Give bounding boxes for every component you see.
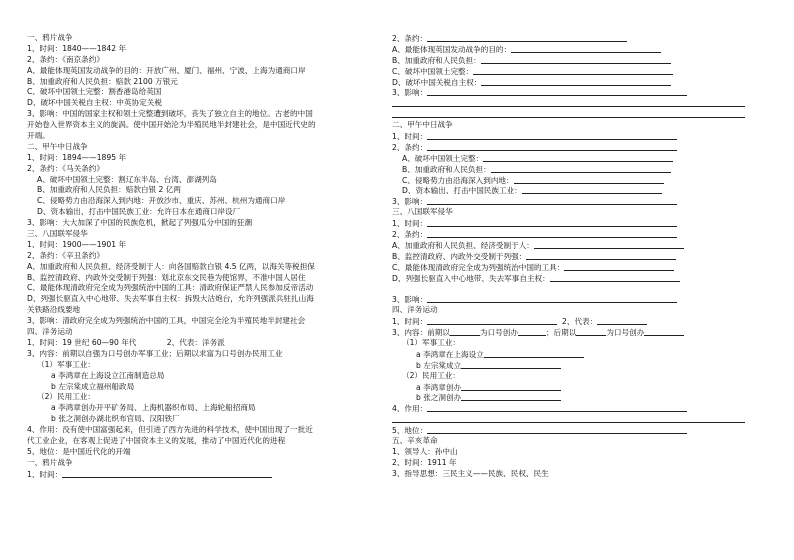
line-text: 1、时间： xyxy=(392,219,428,229)
section-heading xyxy=(392,120,745,131)
line-text: a 李鸿章在上海设立江南制造总局 xyxy=(51,370,165,380)
text-line xyxy=(392,44,745,55)
line-text: B、加重政府和人民负担： xyxy=(392,55,481,65)
line-text: B、加重政府和人民负担：赔款 2100 万银元 xyxy=(27,76,178,86)
answer-blank xyxy=(518,327,546,336)
line-text: 四、洋务运动 xyxy=(27,327,73,337)
line-text: 3、影响：大大加深了中国的民族危机，掀起了列强瓜分中国的狂潮 xyxy=(27,218,253,228)
line-text: A、最能体现英国发动战争的目的：开放广州、厦门、福州、宁波、上海为通商口岸 xyxy=(27,65,306,75)
text-line xyxy=(27,262,380,273)
line-text: A、加重政府和人民负担、经济受制于人：向各国赔款白银 4.5 亿两，以海关等税担保 xyxy=(27,261,315,271)
text-line xyxy=(27,55,380,66)
line-text: 1、领导人：孙中山 xyxy=(392,446,458,456)
section-heading xyxy=(27,142,380,153)
section-heading xyxy=(27,458,380,469)
text-line xyxy=(27,360,380,371)
answer-blank xyxy=(534,240,684,249)
answer-blank xyxy=(427,425,687,434)
line-text: C、破坏中国领土完整：割香港岛给英国 xyxy=(27,87,162,97)
line-text: 4、作用： xyxy=(392,404,428,414)
line-text: ；后期以 xyxy=(545,328,577,338)
text-line xyxy=(392,349,745,360)
line-text: D、破坏中国关税自主权： xyxy=(392,77,482,87)
line-text: 关铁路沿线要地 xyxy=(27,305,81,315)
line-text: A、破坏中国领土完整： xyxy=(402,153,484,163)
answer-blank xyxy=(473,66,673,75)
answer-blank xyxy=(62,469,272,478)
line-text: 3、影响：清政府完全成为列强统治中国的工具，中国完全沦为半殖民地半封建社会 xyxy=(27,316,306,326)
text-line xyxy=(27,316,380,327)
line-text: A、最能体现英国发动战争的目的： xyxy=(392,44,512,54)
line-text: 3、影响： xyxy=(392,88,428,98)
text-line xyxy=(27,196,380,207)
text-line xyxy=(27,98,380,109)
text-line xyxy=(27,469,380,480)
line-text: 2、代表： xyxy=(562,317,598,327)
line-text: 二、甲午中日战争 xyxy=(392,120,453,130)
answer-blank xyxy=(427,294,677,303)
answer-blank xyxy=(427,142,677,151)
text-line xyxy=(392,87,745,98)
answer-blank xyxy=(427,131,677,140)
text-line xyxy=(27,131,380,142)
line-text: 四、洋务运动 xyxy=(392,305,438,315)
line-text: 二、甲午中日战争 xyxy=(27,141,88,151)
section-heading xyxy=(392,207,745,218)
answer-blank xyxy=(644,327,684,336)
blank-rule xyxy=(392,98,745,107)
line-text: D、破坏中国关税自主权：中英协定关税 xyxy=(27,98,162,108)
text-line xyxy=(392,262,745,273)
answer-blank xyxy=(461,392,561,401)
line-text: 1、时间：19 世纪 60—90 年代 2、代表：洋务派 xyxy=(27,337,225,347)
text-line xyxy=(392,66,745,77)
answer-blank xyxy=(461,360,561,369)
text-line xyxy=(27,207,380,218)
line-text: 5、地位：是中国近代化的开端 xyxy=(27,446,131,456)
line-text: 为口号创办 xyxy=(606,328,645,338)
text-line xyxy=(392,142,745,153)
text-line xyxy=(27,175,380,186)
line-text: B、加重政府和人民负担：赔款白银 2 亿两 xyxy=(37,185,181,195)
answer-blank-line xyxy=(392,414,745,425)
text-line xyxy=(392,77,745,88)
answer-blank xyxy=(576,327,606,336)
text-line xyxy=(392,131,745,142)
line-text: b 张之洞创办 xyxy=(416,393,462,403)
line-text: D、列强长驱直入中心地带、失去军事自主权： xyxy=(392,273,550,283)
text-line xyxy=(392,185,745,196)
text-line xyxy=(27,66,380,77)
line-text: 1、时间： xyxy=(27,469,63,479)
line-text: B、监控清政府、内政外交受制于列强：划北京东交民巷为使馆界，不准中国人居住 xyxy=(27,272,306,282)
answer-blank xyxy=(564,262,674,271)
line-text: （1）军事工业： xyxy=(402,337,460,347)
line-text: 3、内容：前期以自强为口号创办军事工业；后期以求富为口号创办民用工业 xyxy=(27,348,283,358)
text-line xyxy=(392,425,745,436)
line-text: 2、条约： xyxy=(392,142,428,152)
text-line xyxy=(27,392,380,403)
text-line xyxy=(392,55,745,66)
text-line xyxy=(392,316,745,327)
answer-blank xyxy=(550,273,680,282)
line-text: 2、时间：1911 年 xyxy=(392,457,457,467)
text-line xyxy=(392,392,745,403)
line-text: 代工业企业，在客观上促进了中国资本主义的发展，推动了中国近代化的进程 xyxy=(27,435,286,445)
text-line xyxy=(392,229,745,240)
answer-blank xyxy=(427,229,677,238)
text-line xyxy=(392,327,745,338)
text-line xyxy=(392,403,745,414)
line-text: 一、鸦片战争 xyxy=(27,33,73,42)
line-text: 4、作用：没有使中国富强起来，但引进了西方先进的科学技术，使中国出现了一批近 xyxy=(27,425,313,435)
text-line xyxy=(27,447,380,458)
text-line xyxy=(27,338,380,349)
left-column xyxy=(27,33,380,480)
text-line xyxy=(392,338,745,349)
text-line xyxy=(392,447,745,458)
answer-blank xyxy=(427,33,627,42)
section-heading xyxy=(392,305,745,316)
line-text: 开端。 xyxy=(27,131,50,141)
line-text: （2）民用工业： xyxy=(37,392,95,402)
answer-blank xyxy=(427,218,677,227)
answer-blank xyxy=(484,349,584,358)
answer-blank xyxy=(511,44,661,53)
line-text: C、破坏中国领土完整： xyxy=(392,66,474,76)
answer-blank xyxy=(491,164,671,173)
line-text: B、加重政府和人民负担： xyxy=(402,164,491,174)
text-line xyxy=(27,185,380,196)
text-line xyxy=(392,153,745,164)
text-line xyxy=(27,240,380,251)
text-line xyxy=(392,240,745,251)
text-line xyxy=(392,360,745,371)
line-text: D、资本输出、打击中国民族工业： xyxy=(402,186,522,196)
line-text: b 左宗棠成立福州船政局 xyxy=(51,381,135,391)
line-text: a 李鸿章创办开平矿务局、上海机器织布局、上海轮船招商局 xyxy=(51,403,256,413)
text-line xyxy=(392,458,745,469)
line-text: C、最能体现清政府完全成为列强统治中国的工具： xyxy=(392,262,565,272)
text-line xyxy=(27,436,380,447)
section-heading xyxy=(27,229,380,240)
answer-blank xyxy=(427,196,677,205)
right-column xyxy=(392,33,745,480)
answer-blank xyxy=(526,251,676,260)
text-line xyxy=(27,371,380,382)
answer-blank xyxy=(483,153,673,162)
answer-blank xyxy=(481,55,671,64)
text-line xyxy=(392,251,745,262)
line-text: 3、指导思想：三民主义——民族、民权、民生 xyxy=(392,468,549,478)
text-line xyxy=(392,175,745,186)
text-line xyxy=(27,251,380,262)
text-line xyxy=(27,109,380,120)
text-line xyxy=(27,425,380,436)
line-text: 1、时间： xyxy=(392,132,428,142)
line-text: b 张之洞创办湖北织布官局、汉阳铁厂 xyxy=(51,414,180,424)
text-line xyxy=(27,120,380,131)
text-line xyxy=(27,283,380,294)
text-line xyxy=(392,164,745,175)
text-line xyxy=(27,294,380,305)
text-line xyxy=(27,349,380,360)
line-text: 1、时间：1900——1901 年 xyxy=(27,239,127,249)
line-text: 开始卷入世界资本主义的旋涡。使中国开始沦为半殖民地半封建社会，是中国近代史的 xyxy=(27,120,316,130)
text-line xyxy=(27,218,380,229)
section-heading xyxy=(27,33,380,44)
text-line xyxy=(392,283,745,294)
line-text: 1、时间：1840——1842 年 xyxy=(27,43,127,53)
answer-blank-line xyxy=(392,98,745,109)
line-text: C、侵略势力由沿海深入到内地： xyxy=(402,175,514,185)
answer-blank xyxy=(461,382,561,391)
line-text: 3、影响： xyxy=(392,295,428,305)
section-heading xyxy=(392,436,745,447)
text-line xyxy=(392,382,745,393)
line-text: （2）民用工业： xyxy=(402,370,460,380)
line-text: 为口号创办 xyxy=(480,328,518,338)
text-line xyxy=(27,382,380,393)
answer-blank xyxy=(522,185,662,194)
line-text: D、资本输出、打击中国民族工业：允许日本在通商口岸设厂 xyxy=(37,207,241,217)
blank-rule xyxy=(392,109,745,118)
text-line xyxy=(392,469,745,480)
line-text: 5、地位： xyxy=(392,426,428,436)
line-text: A、加重政府和人民负担、经济受制于人： xyxy=(392,240,534,250)
answer-blank xyxy=(427,87,687,96)
answer-blank xyxy=(427,316,557,325)
answer-blank xyxy=(427,403,687,412)
section-heading xyxy=(27,327,380,338)
text-line xyxy=(27,403,380,414)
text-line xyxy=(27,305,380,316)
line-text: 三、八国联军侵华 xyxy=(392,207,453,217)
answer-blank xyxy=(481,77,671,86)
text-line xyxy=(27,414,380,425)
answer-blank xyxy=(450,327,480,336)
text-line xyxy=(392,218,745,229)
line-text: 2、条约：《南京条约》 xyxy=(27,54,104,64)
line-text: 1、时间： xyxy=(392,317,428,327)
line-text: 三、八国联军侵华 xyxy=(27,229,88,239)
line-text: 2、条约：《马关条约》 xyxy=(27,163,104,173)
line-text: a 李鸿章创办 xyxy=(416,382,462,392)
line-text: D、列强长驱直入中心地带、失去军事自主权：拆毁大沽炮台，允许列强派兵驻扎山海 xyxy=(27,294,314,304)
answer-blank xyxy=(514,175,664,184)
line-text: 五、辛亥革命 xyxy=(392,435,438,445)
line-text: 3、影响： xyxy=(392,197,428,207)
text-line xyxy=(392,371,745,382)
line-text: 3、影响：中国的国家主权和领土完整遭到破坏，丧失了独立自主的地位。古老的中国 xyxy=(27,109,313,119)
line-text: C、最能体现清政府完全成为列强统治中国的工具：清政府保证严禁人民参加反帝活动 xyxy=(27,283,314,293)
line-text: 2、条约： xyxy=(392,230,428,240)
line-text: 3、内容：前期以 xyxy=(392,328,450,338)
line-text: B、监控清政府、内政外交受制于列强： xyxy=(392,251,527,261)
text-line xyxy=(27,153,380,164)
line-text: （1）军事工业： xyxy=(37,359,95,369)
answer-blank-line xyxy=(392,109,745,120)
text-line xyxy=(392,294,745,305)
text-line xyxy=(392,196,745,207)
line-text: 2、条约：《辛丑条约》 xyxy=(27,250,104,260)
blank-rule xyxy=(392,414,745,423)
answer-blank xyxy=(597,316,647,325)
text-line xyxy=(392,273,745,284)
line-text: 1、时间：1894——1895 年 xyxy=(27,152,127,162)
text-line xyxy=(27,87,380,98)
line-text: a 李鸿章在上海设立 xyxy=(416,349,484,359)
text-line xyxy=(392,33,745,44)
text-line xyxy=(27,44,380,55)
line-text: b 左宗棠成立 xyxy=(416,360,462,370)
text-line xyxy=(27,77,380,88)
line-text: A、破坏中国领土完整：割辽东半岛、台湾、澎湖列岛 xyxy=(37,174,217,184)
text-line xyxy=(27,273,380,284)
line-text: C、侵略势力由沿海深入到内地：开放沙市、重庆、苏州、杭州为通商口岸 xyxy=(37,196,286,206)
line-text: 一、鸦片战争 xyxy=(27,457,73,467)
line-text: 2、条约： xyxy=(392,34,428,43)
text-line xyxy=(27,164,380,175)
